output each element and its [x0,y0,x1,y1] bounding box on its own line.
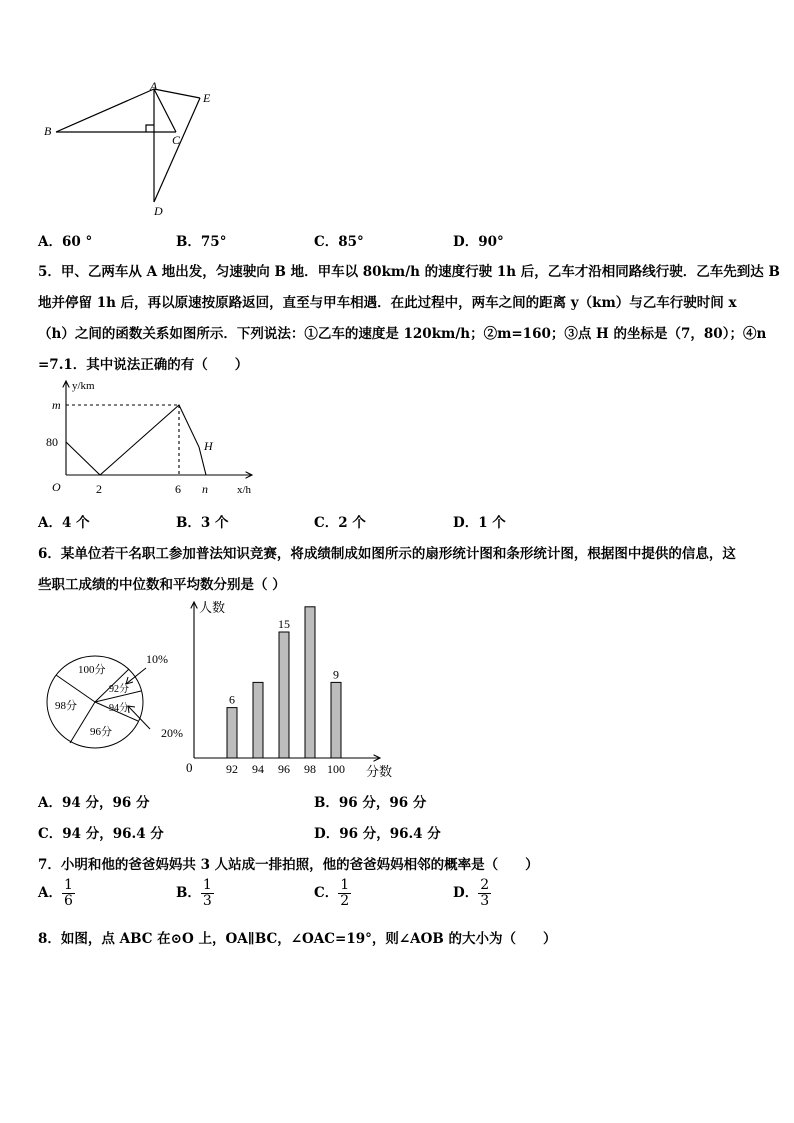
tick-2: 2 [96,482,102,496]
tick-label-96: 96 [278,762,290,776]
numerator: 1 [63,877,73,893]
data-label-100: 9 [333,667,339,682]
distance-time-graph [40,375,265,505]
bar-chart [180,596,400,781]
fraction [201,878,214,909]
label-d: D [154,204,163,218]
q7-option-d-label: D． [453,885,479,901]
label-a: A [150,80,158,93]
label-c: C [172,133,181,147]
q7-option-b-label: B． [176,885,201,901]
q5-text-line-4: =7.1．其中说法正确的有（ ） [38,357,249,373]
fraction [62,878,75,909]
q6-text-line-2: 些职工成绩的中位数和平均数分别是（ ） [38,577,286,593]
numerator: 1 [202,877,212,893]
q5-text-line-3: （h）之间的函数关系如图所示．下列说法：①乙车的速度是 120km/h；②m=160；③点 H 的坐标是（7，80）；④n [38,326,767,342]
tick-6: 6 [175,482,181,496]
q6-option-b[interactable]: B．96 分，96 分 [314,795,427,811]
bar-94 [253,682,263,758]
bar-92 [227,708,237,758]
denominator: 3 [480,893,490,909]
x-axis-label: 分数 [366,764,393,779]
q5-text-line-2: 地并停留 1h 后，再以原速按原路返回，直至与甲车相遇．在此过程中，两车之间的距离 y（km）与乙车行驶时间 x [38,295,737,311]
label-origin: O [52,480,61,494]
pie-label-92: 92分 [109,684,129,695]
pie-label-100: 100分 [78,664,106,676]
numerator: 2 [480,877,490,893]
q6-option-d[interactable]: D．96 分，96.4 分 [314,826,441,842]
q5-option-d[interactable]: D．1 个 [453,515,506,531]
q4-option-c[interactable]: C．85° [314,234,364,250]
denominator: 2 [340,893,350,909]
q4-option-b[interactable]: B．75° [176,234,227,250]
label-h: H [204,439,213,453]
pie-label-94: 94分 [109,703,129,714]
tick-label-94: 94 [252,762,264,776]
data-label-92: 6 [229,692,235,707]
q7-option-a[interactable] [38,878,75,909]
pie-label-96: 96分 [90,726,112,738]
bars-layer [226,607,345,776]
label-m: m [52,398,61,412]
q4-option-d[interactable]: D．90° [453,234,504,250]
origin-label: 0 [186,760,193,775]
tick-n: n [202,482,208,496]
label-e: E [203,91,211,105]
q6-option-c[interactable]: C．94 分，96.4 分 [38,826,164,842]
q5-option-a[interactable]: A．4 个 [38,515,90,531]
y-axis-label: 人数 [199,600,226,615]
fraction [478,878,491,909]
q7-option-d[interactable] [453,878,491,909]
q5-option-c[interactable]: C．2 个 [314,515,366,531]
tick-label-100: 100 [327,762,345,776]
q5-text-line-1: 5．甲、乙两车从 A 地出发，匀速驶向 B 地．甲车以 80km/h 的速度行驶 1h 后，乙车才沿相同路线行驶．乙车先到达 B [38,264,780,280]
triangle-figure [36,80,236,220]
label-80: 80 [46,435,58,449]
y-axis-label: y/km [72,380,95,392]
q7-option-c[interactable] [314,878,351,909]
denominator: 3 [202,893,212,909]
pie-percent-20: 20% [161,726,183,740]
x-axis-label: x/h [237,484,252,496]
pie-label-98: 98分 [55,700,77,712]
bar-96 [279,632,289,758]
denominator: 6 [63,893,73,909]
q6-text-line-1: 6．某单位若干名职工参加普法知识竞赛，将成绩制成如图所示的扇形统计图和条形统计图，根据图中提供的信息，这 [38,546,736,562]
numerator: 1 [340,877,350,893]
q4-option-a[interactable]: A．60 ° [38,234,93,250]
label-b: B [44,124,52,138]
tick-label-92: 92 [226,762,238,776]
q6-option-a[interactable]: A．94 分，96 分 [38,795,150,811]
q8-text: 8．如图，点 ABC 在⊙O 上，OA∥BC，∠OAC=19°，则∠AOB 的大小为（ ） [38,931,557,947]
q7-option-a-label: A． [38,885,62,901]
q7-text: 7．小明和他的爸爸妈妈共 3 人站成一排拍照，他的爸爸妈妈相邻的概率是（ ） [38,857,539,873]
pie-chart [40,645,200,750]
tick-label-98: 98 [304,762,316,776]
fraction [338,878,351,909]
q7-option-b[interactable] [176,878,214,909]
pie-percent-10: 10% [146,652,168,666]
q5-option-b[interactable]: B．3 个 [176,515,229,531]
bar-100 [331,682,341,758]
q7-option-c-label: C． [314,885,339,901]
bar-98 [305,607,315,758]
data-label-96: 15 [278,617,290,631]
